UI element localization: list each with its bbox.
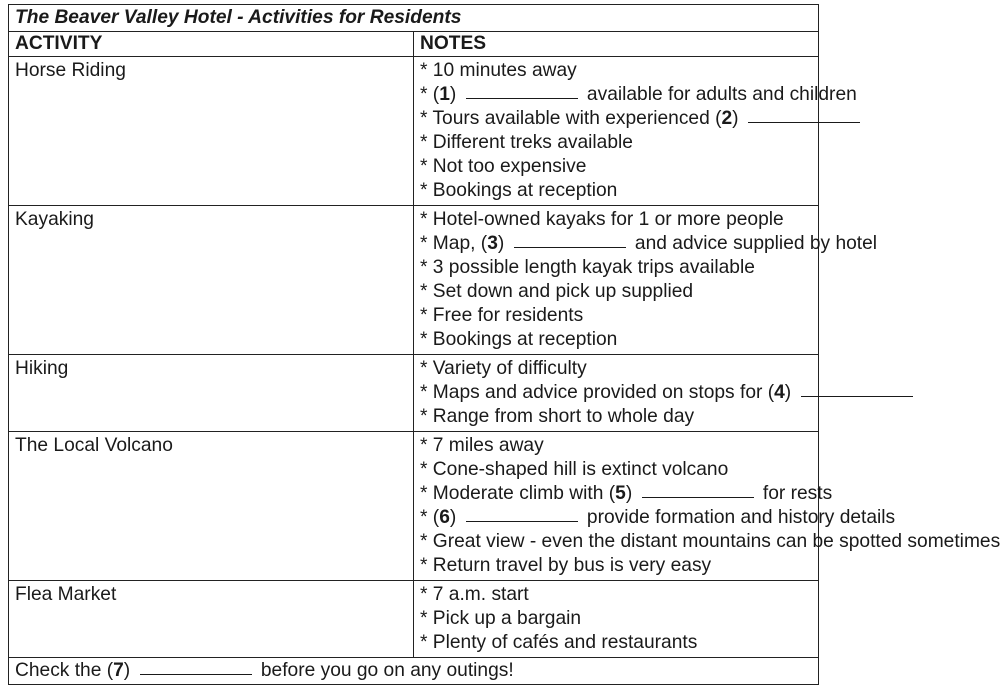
note-text: * Not too expensive [420, 156, 587, 177]
activity-name-cell [9, 581, 414, 658]
note-line [420, 328, 818, 352]
notes-column-header: NOTES [414, 32, 819, 57]
question-number: 1 [439, 84, 450, 105]
notes-cell [414, 355, 819, 432]
note-text-paren: ) [449, 507, 462, 528]
note-text-before: * ( [420, 507, 440, 528]
activities-sheet [8, 4, 1000, 685]
notes-cell [414, 206, 878, 355]
activity-name-cell [9, 57, 414, 206]
note-line [420, 357, 818, 381]
activity-name-cell [9, 206, 414, 355]
note-line [420, 107, 818, 131]
note-text: * Bookings at reception [420, 180, 618, 201]
note-text: * Bookings at reception [420, 329, 618, 350]
activity-row [9, 581, 819, 658]
note-line [420, 458, 818, 482]
footer-text-after: before you go on any outings! [255, 660, 514, 681]
question-number: 2 [721, 108, 733, 129]
note-line [420, 208, 818, 232]
note-text-after: for rests [757, 483, 833, 504]
note-line [420, 304, 818, 328]
note-line [420, 179, 818, 203]
table-title: The Beaver Valley Hotel - Activities for Residents [9, 5, 819, 32]
activity-name: Horse Riding [15, 60, 126, 81]
note-line [420, 131, 818, 155]
note-text-before: * ( [420, 84, 440, 105]
note-text-before: * Moderate climb with ( [420, 483, 616, 504]
answer-blank[interactable] [514, 246, 626, 248]
note-text-paren: ) [732, 108, 744, 129]
note-text-paren: ) [497, 233, 510, 254]
note-text: * Great view - even the distant mountains can be spotted sometimes [420, 531, 1000, 552]
note-text: * Free for residents [420, 305, 584, 326]
note-text: * 7 a.m. start [420, 584, 529, 605]
note-line [420, 155, 818, 179]
note-text-paren: ) [449, 84, 462, 105]
note-text: * Return travel by bus is very easy [420, 555, 712, 576]
note-line [420, 256, 818, 280]
note-text-after: provide formation and history details [581, 507, 896, 528]
note-line [420, 530, 1000, 554]
note-line [420, 280, 818, 304]
activity-name: Flea Market [15, 584, 117, 605]
note-text: * Range from short to whole day [420, 406, 695, 427]
footer-text-paren: ) [123, 660, 136, 681]
note-line [420, 232, 878, 256]
answer-blank[interactable] [466, 520, 578, 522]
note-text: * Plenty of cafés and restaurants [420, 632, 698, 653]
activity-name: Kayaking [15, 209, 94, 230]
answer-blank[interactable] [466, 97, 578, 99]
activities-table [8, 4, 1000, 685]
note-text: * Set down and pick up supplied [420, 281, 694, 302]
note-line [420, 405, 818, 429]
answer-blank[interactable] [801, 395, 913, 397]
note-line [420, 434, 818, 458]
note-line [420, 482, 833, 506]
note-text-before: * Tours available with experienced ( [420, 108, 722, 129]
activity-column-header: ACTIVITY [9, 32, 414, 57]
activity-name: Hiking [15, 358, 69, 379]
note-line [420, 583, 818, 607]
note-text-paren: ) [784, 382, 797, 403]
title-row [9, 5, 819, 32]
activity-row [9, 57, 819, 206]
note-text-after: available for adults and children [581, 84, 857, 105]
note-line [420, 83, 857, 107]
note-text-paren: ) [625, 483, 638, 504]
question-number: 7 [113, 660, 124, 681]
answer-blank[interactable] [140, 673, 252, 675]
activity-name: The Local Volcano [15, 435, 173, 456]
activity-row [9, 355, 819, 432]
answer-blank[interactable] [642, 496, 754, 498]
note-line [420, 506, 896, 530]
activity-row [9, 432, 819, 581]
footer-text-before: Check the ( [15, 660, 114, 681]
answer-blank[interactable] [748, 121, 860, 123]
question-number: 6 [439, 507, 450, 528]
notes-cell [414, 432, 1000, 581]
footer-note [9, 658, 819, 685]
footer-row [9, 658, 819, 685]
note-text: * Cone-shaped hill is extinct volcano [420, 459, 729, 480]
note-text-after: and advice supplied by hotel [629, 233, 878, 254]
question-number: 4 [774, 382, 785, 403]
note-text: * Different treks available [420, 132, 633, 153]
activity-name-cell [9, 432, 414, 581]
note-text: * Pick up a bargain [420, 608, 582, 629]
note-text: * 7 miles away [420, 435, 544, 456]
note-line [420, 631, 818, 655]
note-line [420, 59, 818, 83]
question-number: 3 [487, 233, 498, 254]
note-text: * 3 possible length kayak trips available [420, 257, 755, 278]
note-text-before: * Map, ( [420, 233, 488, 254]
note-text-before: * Maps and advice provided on stops for ( [420, 382, 775, 403]
notes-cell [414, 57, 857, 206]
note-line [420, 554, 818, 578]
note-line [420, 381, 818, 405]
note-text: * 10 minutes away [420, 60, 577, 81]
question-number: 5 [615, 483, 626, 504]
activity-row [9, 206, 819, 355]
note-line [420, 607, 818, 631]
header-row [9, 32, 819, 57]
notes-cell [414, 581, 819, 658]
activity-name-cell [9, 355, 414, 432]
note-text: * Hotel-owned kayaks for 1 or more people [420, 209, 784, 230]
note-text: * Variety of difficulty [420, 358, 587, 379]
